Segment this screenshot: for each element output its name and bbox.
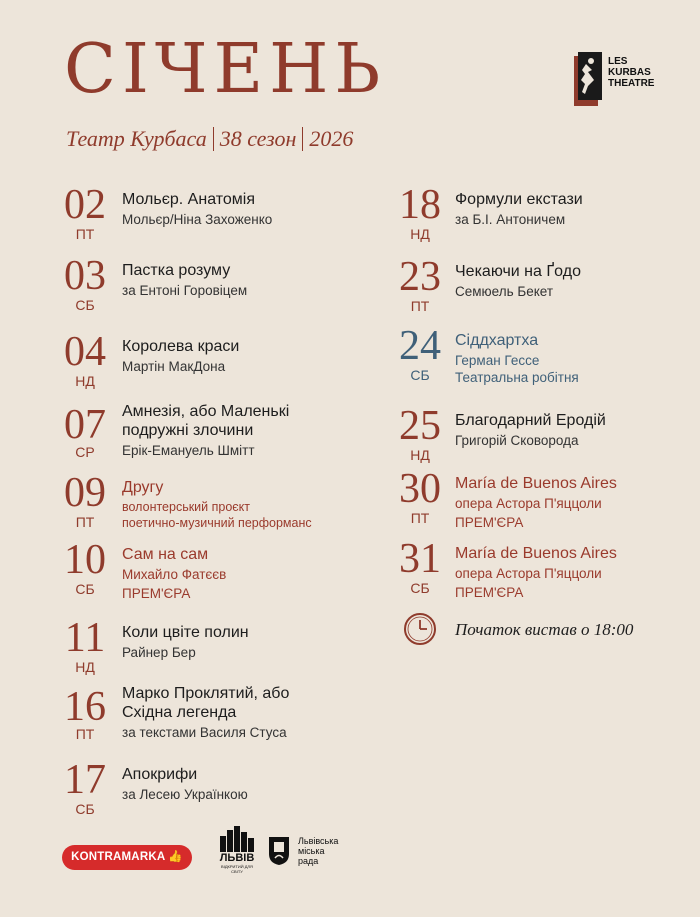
event-title: María de Buenos Aires: [455, 475, 617, 492]
event-title: Другу: [122, 479, 164, 496]
event-item: [64, 182, 384, 260]
logo-line: THEATRE: [608, 78, 655, 89]
event-day: 31: [399, 536, 441, 582]
subtitle: [66, 126, 353, 152]
event-author: за Б.І. Антоничем: [455, 212, 566, 227]
event-weekday: НД: [410, 226, 430, 242]
event-author: Михайло Фатєєв: [122, 567, 227, 582]
event-weekday: СБ: [75, 297, 95, 313]
event-item: [399, 536, 700, 614]
event-title: Формули екстази: [455, 191, 583, 208]
event-weekday: СБ: [410, 580, 430, 596]
month-title: СІЧЕНЬ: [64, 30, 387, 109]
theatre-logo-icon: [572, 50, 604, 108]
event-day: 04: [64, 329, 106, 375]
event-author: Райнер Бер: [122, 645, 196, 660]
event-title: Сіддхартха: [455, 332, 539, 349]
event-author: Мартін МакДона: [122, 359, 226, 374]
premiere-label: ПРЕМ'ЄРА: [455, 585, 524, 600]
event-item: [64, 615, 384, 693]
event-weekday: ПТ: [75, 514, 95, 530]
event-author: Семюель Бекет: [455, 284, 554, 299]
event-day: 30: [399, 466, 441, 512]
event-item: [399, 254, 700, 332]
event-item: [64, 537, 384, 615]
event-item: [399, 466, 700, 544]
divider: [302, 127, 303, 151]
event-title: Благодарний Еродій: [455, 412, 606, 429]
event-weekday: ПТ: [410, 298, 430, 314]
premiere-label: ПРЕМ'ЄРА: [455, 515, 524, 530]
event-day: 24: [399, 323, 441, 369]
logo-line: LES: [608, 56, 628, 67]
event-title: Марко Проклятий, або Східна легенда: [122, 685, 290, 721]
event-author: волонтерський проєкт: [122, 500, 251, 514]
event-author: за Лесею Українкою: [122, 787, 248, 802]
event-note: Театральна робітня: [455, 370, 579, 385]
event-day: 23: [399, 254, 441, 300]
event-title: Коли цвіте полин: [122, 624, 249, 641]
event-day: 25: [399, 403, 441, 449]
event-day: 10: [64, 537, 106, 583]
event-author: опера Астора П'яццоли: [455, 496, 602, 511]
city-crest-icon: [268, 836, 290, 866]
event-item: [64, 757, 384, 835]
event-title: Королева краси: [122, 338, 240, 355]
event-day: 18: [399, 182, 441, 228]
thumbs-up-icon: 👍: [168, 851, 183, 863]
event-weekday: ПТ: [410, 510, 430, 526]
event-note: поетично-музичний перформанс: [122, 516, 312, 530]
event-author: Григорій Сковорода: [455, 433, 579, 448]
event-weekday: СР: [75, 444, 95, 460]
logo-line: KURBAS: [608, 67, 651, 78]
season: 38 сезон: [219, 126, 297, 151]
event-day: 17: [64, 757, 106, 803]
event-weekday: СБ: [410, 367, 430, 383]
kontramarka-label: KONTRAMARKA: [71, 851, 165, 863]
event-title: Апокрифи: [122, 766, 198, 783]
event-weekday: ПТ: [75, 226, 95, 242]
event-author: Герман Гессе: [455, 353, 540, 368]
event-weekday: НД: [75, 373, 95, 389]
event-day: 11: [64, 615, 106, 661]
event-item: [399, 323, 700, 401]
event-day: 09: [64, 470, 106, 516]
event-item: [64, 253, 384, 331]
event-author: за Ентоні Горовіцем: [122, 283, 248, 298]
event-item: [64, 329, 384, 407]
event-weekday: НД: [75, 659, 95, 675]
event-title: Амнезія, або Маленькі подружні злочини: [122, 403, 290, 439]
event-day: 16: [64, 684, 106, 730]
event-weekday: НД: [410, 447, 430, 463]
event-title: Пастка розуму: [122, 262, 231, 279]
event-item: [399, 403, 700, 481]
council-line: Львівська: [298, 836, 339, 846]
event-item: [399, 182, 700, 260]
les-kurbas-logo: [572, 50, 655, 108]
lviv-logo: [218, 826, 256, 872]
kontramarka-logo[interactable]: [62, 845, 192, 870]
premiere-label: ПРЕМ'ЄРА: [122, 586, 191, 601]
event-weekday: СБ: [75, 801, 95, 817]
event-weekday: ПТ: [75, 726, 95, 742]
event-day: 07: [64, 402, 106, 448]
year: 2026: [309, 126, 354, 151]
event-title: María de Buenos Aires: [455, 545, 617, 562]
council-line: міська: [298, 846, 325, 856]
city-skyline-icon: [218, 826, 256, 852]
lviv-tagline: ВІДКРИТИЙ ДЛЯ СВІТУ: [221, 864, 253, 874]
event-day: 03: [64, 253, 106, 299]
theatre-name: Театр Курбаса: [66, 126, 207, 151]
event-item: [64, 684, 384, 754]
event-item: [64, 470, 384, 548]
event-author: за текстами Василя Стуса: [122, 725, 287, 740]
divider: [213, 127, 214, 151]
logo-text: [608, 56, 654, 89]
event-author: опера Астора П'яццоли: [455, 566, 602, 581]
lviv-name: ЛЬВІВ: [219, 852, 255, 864]
city-council: [298, 836, 338, 866]
event-day: 02: [64, 182, 106, 228]
clock-icon: [403, 612, 437, 646]
event-weekday: СБ: [75, 581, 95, 597]
event-author: Мольєр/Ніна Захоженко: [122, 212, 273, 227]
event-author: Ерік-Емануель Шмітт: [122, 443, 255, 458]
event-item: [64, 402, 384, 472]
event-title: Мольєр. Анатомія: [122, 191, 255, 208]
council-line: рада: [298, 856, 319, 866]
start-time: Початок вистав о 18:00: [455, 620, 634, 639]
event-title: Сам на сам: [122, 546, 209, 563]
event-title: Чекаючи на Ґодо: [455, 263, 581, 280]
